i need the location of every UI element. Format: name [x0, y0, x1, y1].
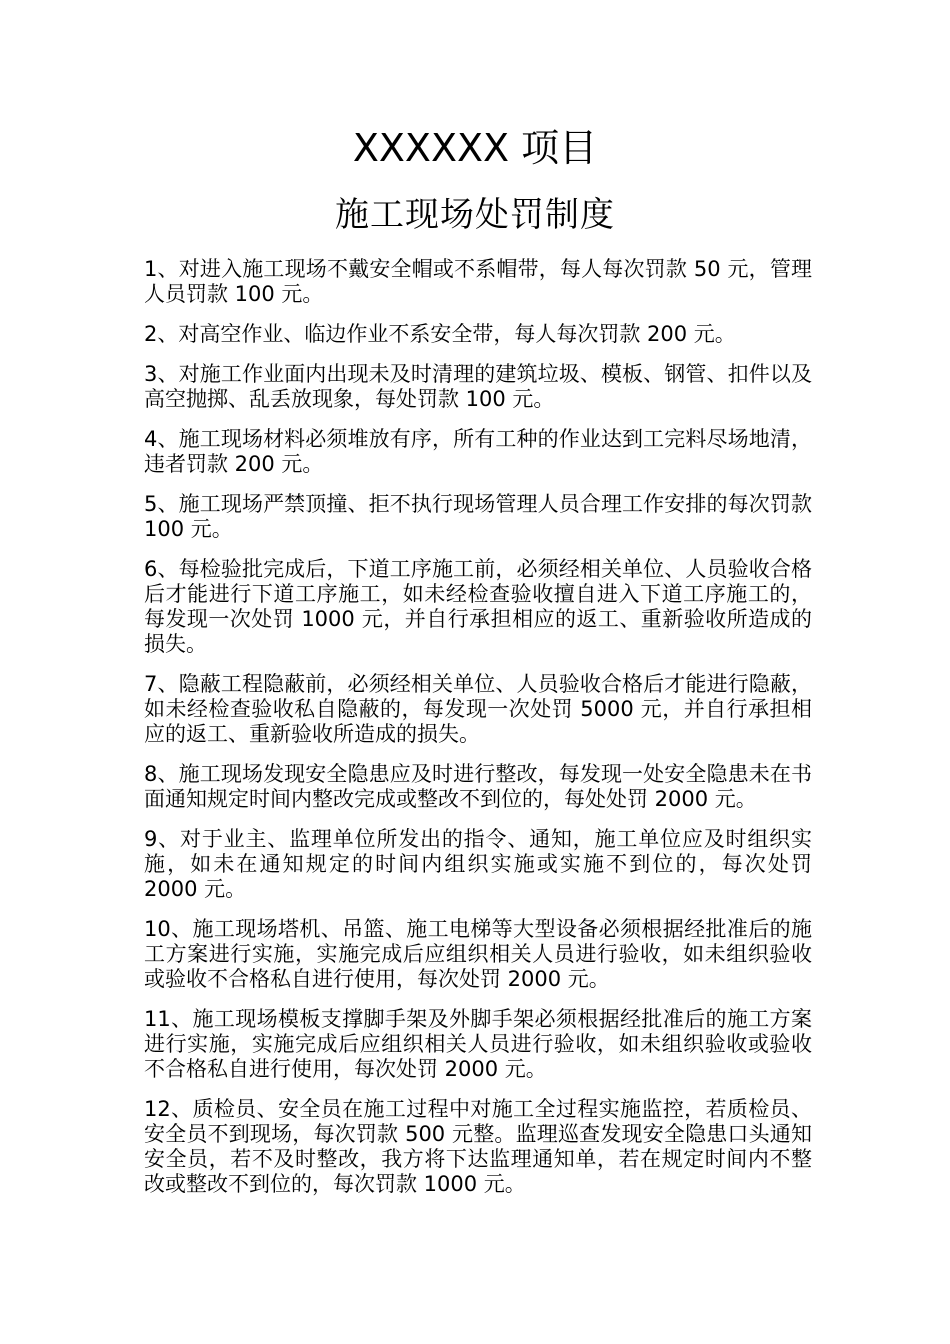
rule-item-3: 3、对施工作业面内出现未及时清理的建筑垃圾、模板、钢管、扣件以及高空抛掷、乱丢放现象，每处罚款 100 元。 — [144, 362, 812, 411]
rule-item-4: 4、施工现场材料必须堆放有序，所有工种的作业达到工完料尽场地清，违者罚款 200 元。 — [144, 427, 812, 476]
rules-list — [144, 257, 812, 1212]
rule-item-2: 2、对高空作业、临边作业不系安全带，每人每次罚款 200 元。 — [144, 322, 736, 346]
rule-item-6: 6、每检验批完成后，下道工序施工前，必须经相关单位、人员验收合格后才能进行下道工序施工，如未经检查验收擅自进入下道工序施工的，每发现一次处罚 1000 元，并自行承担相应的返工、重新验收所造成的损失。 — [144, 557, 812, 656]
rule-item-9: 9、对于业主、监理单位所发出的指令、通知，施工单位应及时组织实施，如未在通知规定的时间内组织实施或实施不到位的，每次处罚 2000 元。 — [144, 827, 812, 901]
rule-item-11: 11、施工现场模板支撑脚手架及外脚手架必须根据经批准后的施工方案进行实施，实施完成后应组织相关人员进行验收，如未组织验收或验收不合格私自进行使用，每次处罚 2000 元。 — [144, 1007, 812, 1081]
rule-item-10: 10、施工现场塔机、吊篮、施工电梯等大型设备必须根据经批准后的施工方案进行实施，实施完成后应组织相关人员进行验收，如未组织验收或验收不合格私自进行使用，每次处罚 2000 元。 — [144, 917, 812, 991]
rule-item-12: 12、质检员、安全员在施工过程中对施工全过程实施监控，若质检员、安全员不到现场，每次罚款 500 元整。监理巡查发现安全隐患口头通知安全员，若不及时整改，我方将下达监理通知单，若在规定时间内不整改或整改不到位的，每次罚款 1000 元。 — [144, 1097, 812, 1196]
rule-item-7: 7、隐蔽工程隐蔽前，必须经相关单位、人员验收合格后才能进行隐蔽，如未经检查验收私自隐蔽的，每发现一次处罚 5000 元，并自行承担相应的返工、重新验收所造成的损失。 — [144, 672, 812, 746]
rule-item-1: 1、对进入施工现场不戴安全帽或不系帽带，每人每次罚款 50 元，管理人员罚款 100 元。 — [144, 257, 812, 306]
document-title: 施工现场处罚制度 — [335, 195, 615, 235]
project-title: XXXXXX 项目 — [352, 126, 598, 170]
rule-item-5: 5、施工现场严禁顶撞、拒不执行现场管理人员合理工作安排的每次罚款 100 元。 — [144, 492, 812, 541]
rule-item-8: 8、施工现场发现安全隐患应及时进行整改，每发现一处安全隐患未在书面通知规定时间内整改完成或整改不到位的，每处处罚 2000 元。 — [144, 762, 812, 811]
